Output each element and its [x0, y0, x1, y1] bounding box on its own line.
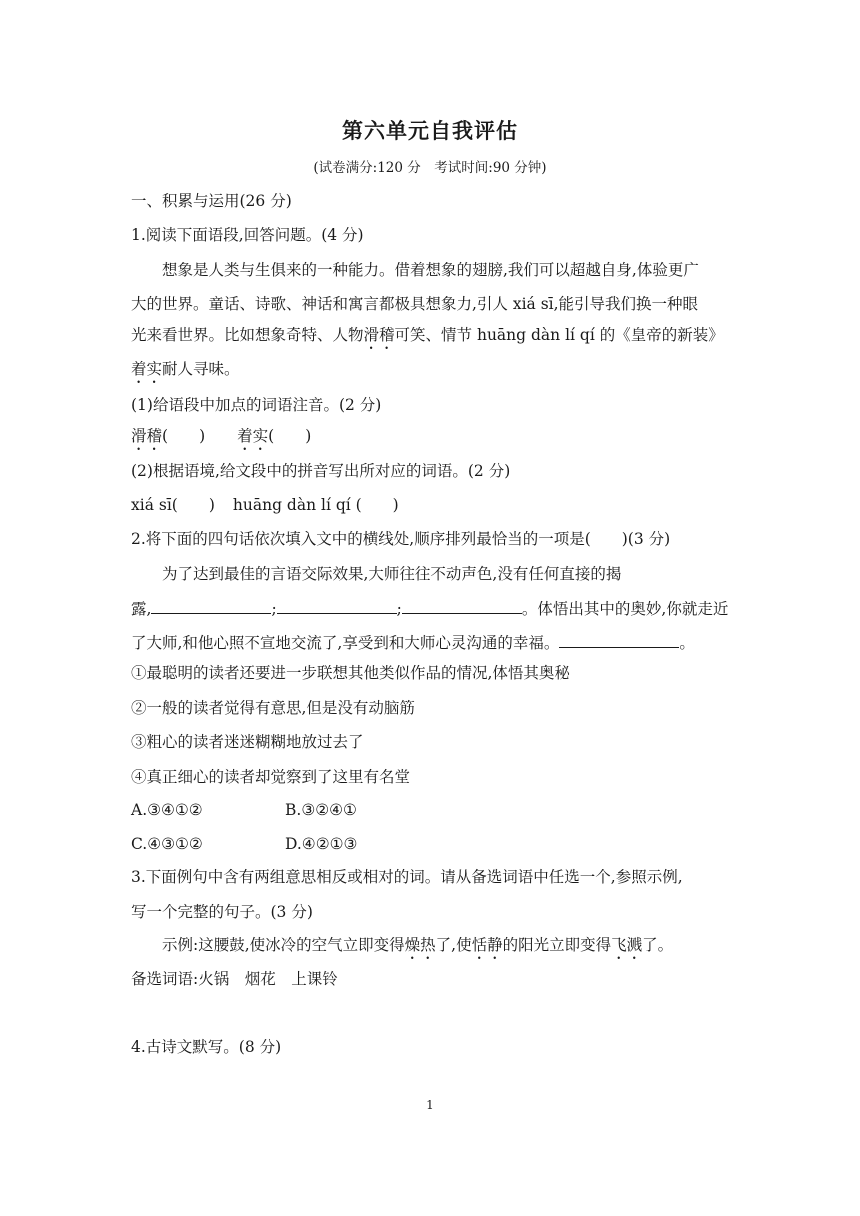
page-title: 第六单元自我评估	[342, 119, 518, 143]
fill-blank-2[interactable]	[277, 597, 397, 614]
q2-item-4: ④真正细心的读者却觉察到了这里有名堂	[131, 768, 411, 786]
dotted-word-feijian: 飞溅	[611, 936, 643, 954]
q3-example: 示例:这腰鼓,使冰冷的空气立即变得燥热了,使恬静的阳光立即变得飞溅了。	[162, 936, 674, 954]
answer-word-zhuoshi: 着实	[237, 427, 269, 445]
q2-option-d[interactable]: D.④②①③	[285, 835, 358, 853]
q1-sub1-stem: (1)给语段中加点的词语注音。(2 分)	[131, 396, 382, 414]
question-4-stem: 4.古诗文默写。(8 分)	[131, 1038, 282, 1056]
fill-blank-3[interactable]	[402, 597, 522, 614]
answer-blank[interactable]: ( )	[268, 427, 312, 445]
question-3-stem-line-1: 3.下面例句中含有两组意思相反或相对的词。请从备选词语中任选一个,参照示例,	[131, 868, 683, 886]
q3-options: 备选词语:火锅 烟花 上课铃	[131, 970, 338, 988]
q1-sub2-stem: (2)根据语境,给文段中的拼音写出所对应的词语。(2 分)	[131, 462, 511, 480]
q1-sub2-answer-row	[131, 494, 399, 516]
dotted-word-zaore: 燥热	[404, 936, 436, 954]
exam-info: (试卷满分:120 分 考试时间:90 分钟)	[313, 160, 547, 176]
q2-item-2: ②一般的读者觉得有意思,但是没有动脑筋	[131, 699, 415, 717]
question-3-stem-line-2: 写一个完整的句子。(3 分)	[131, 903, 313, 921]
q1-sub1-answer-row	[131, 425, 311, 454]
q1-passage-line-1: 想象是人类与生俱来的一种能力。借着想象的翅膀,我们可以超越自身,体验更广	[162, 261, 699, 279]
q2-item-3: ③粗心的读者迷迷糊糊地放过去了	[131, 733, 364, 751]
dotted-word-zhuoshi: 着实	[131, 360, 163, 378]
q2-option-a[interactable]: A.③④①②	[131, 801, 203, 819]
q1-passage-line-4: 着实耐人寻味。	[131, 360, 240, 378]
answer-blank[interactable]: huāng dàn lí qí ( )	[232, 496, 399, 514]
q2-passage-line-3: 了大师,和他心照不宣地交流了,享受到和大师心灵沟通的幸福。 。	[131, 631, 695, 654]
page-number: 1	[426, 1098, 434, 1112]
fill-blank-4[interactable]	[559, 631, 679, 648]
q1-passage-line-3: 光来看世界。比如想象奇特、人物滑稽可笑、情节 huāng dàn lí qí 的《皇帝的新装》	[131, 326, 724, 344]
q1-passage-line-2: 大的世界。童话、诗歌、神话和寓言都极具想象力,引人 xiá sī,能引导我们换一种眼	[131, 295, 699, 313]
q2-item-1: ①最聪明的读者还要进一步联想其他类似作品的情况,体悟其奥秘	[131, 664, 570, 682]
q2-option-c[interactable]: C.④③①②	[131, 835, 203, 853]
question-1-stem: 1.阅读下面语段,回答问题。(4 分)	[131, 226, 364, 244]
dotted-word-tianjing: 恬静	[471, 936, 503, 954]
q2-option-b[interactable]: B.③②④①	[285, 801, 357, 819]
answer-word-huaji: 滑稽	[131, 427, 163, 445]
answer-blank[interactable]: ( )	[162, 427, 206, 445]
q2-passage-line-1: 为了达到最佳的言语交际效果,大师往往不动声色,没有任何直接的揭	[162, 565, 622, 583]
answer-blank[interactable]: xiá sī( )	[131, 496, 215, 514]
question-2-stem: 2.将下面的四句话依次填入文中的横线处,顺序排列最恰当的一项是( )(3 分)	[131, 530, 671, 548]
fill-blank-1[interactable]	[151, 597, 271, 614]
section-heading: 一、积累与运用(26 分)	[131, 192, 292, 210]
dotted-word-huaji: 滑稽	[363, 326, 395, 344]
q2-passage-line-2: 露, ; ; 。体悟出其中的奥妙,你就走近	[131, 597, 728, 620]
